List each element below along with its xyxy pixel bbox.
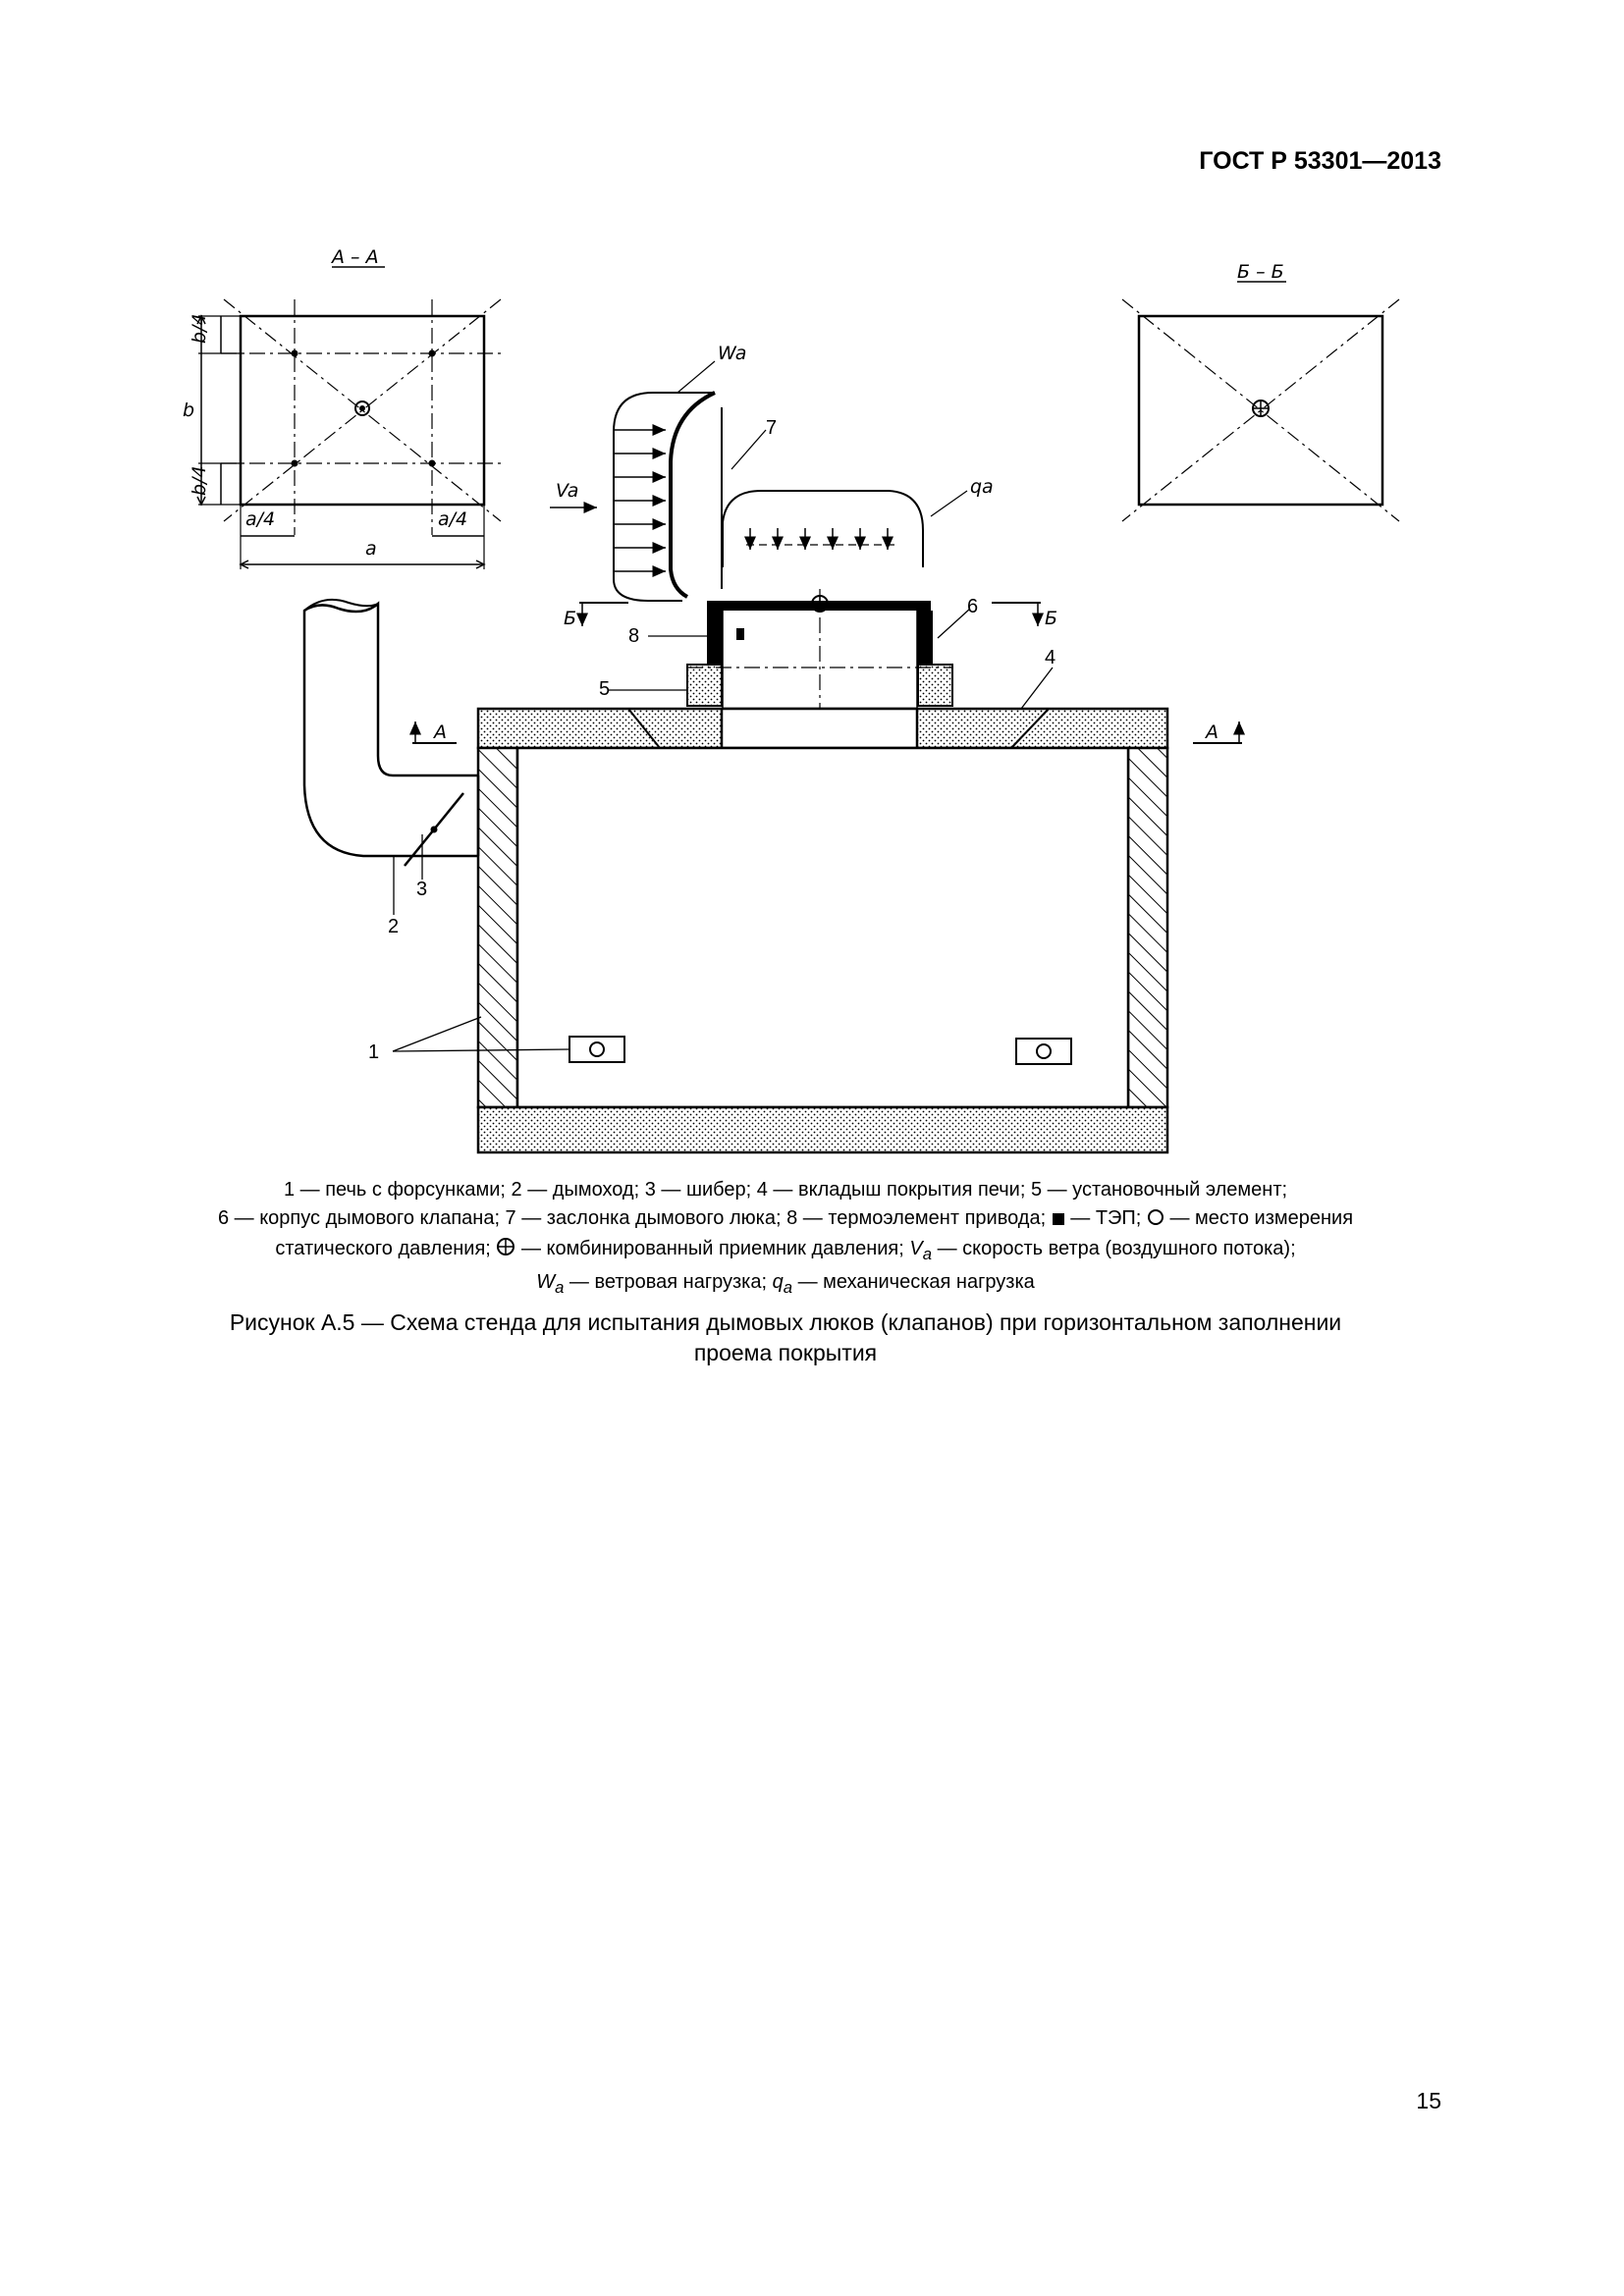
document-header: ГОСТ Р 53301—2013: [1199, 147, 1441, 175]
dim-b4-top-label: b/4: [189, 313, 210, 344]
section-b-plan: [1122, 261, 1399, 521]
figure-caption: [147, 1308, 1424, 1368]
circle-symbol-icon: [1147, 1206, 1164, 1235]
label-6: 6: [967, 596, 979, 617]
section-b-label: Б – Б: [1237, 261, 1284, 283]
chimney: [304, 600, 478, 866]
mech-load-label: qa: [970, 476, 994, 498]
section-a-plan: [183, 246, 506, 569]
label-4: 4: [1045, 647, 1056, 668]
legend-line-4: $W_a$ — ветровая нагрузка; $q_a$ — механическая нагрузка: [536, 1271, 1035, 1297]
dim-a4-left-label: a/4: [245, 508, 276, 530]
dim-a4-right-label: a/4: [438, 508, 468, 530]
dim-b-label: b: [183, 400, 195, 421]
cut-b-right-label: Б: [1045, 608, 1058, 629]
legend-line-2: 6 — корпус дымового клапана; 7 — заслонка дымового люка; 8 — термоэлемент привода; — ТЭП; — место измерения: [147, 1204, 1424, 1235]
figure-legend: [147, 1176, 1424, 1302]
label-2: 2: [388, 916, 400, 937]
legend-line-1: 1 — печь с форсунками; 2 — дымоход; 3 — шибер; 4 — вкладыш покрытия печи; 5 — установочный элемент;: [283, 1179, 1288, 1201]
page-number: 15: [1416, 2088, 1441, 2113]
cut-a-right-label: А: [1206, 721, 1218, 743]
label-8: 8: [628, 625, 640, 647]
label-7: 7: [766, 417, 778, 439]
label-3: 3: [416, 879, 428, 900]
cut-b-left-label: Б: [564, 608, 577, 629]
wind-load-label: Wa: [718, 343, 747, 364]
cut-a-left-label: А: [434, 721, 447, 743]
wind-speed-label: Va: [556, 480, 579, 502]
legend-line-3: статического давления; — комбинированный приемник давления; $V_a$ — скорость ветра (воздушного потока);: [275, 1238, 1296, 1263]
furnace: [412, 709, 1242, 1152]
caption-line-2: проема покрытия: [693, 1340, 878, 1365]
smoke-valve-assembly: [550, 343, 1057, 756]
dim-b4-bottom-label: b/4: [189, 465, 210, 496]
label-1: 1: [368, 1041, 380, 1063]
dim-a-label: a: [365, 538, 377, 560]
square-symbol-icon: [1052, 1206, 1065, 1235]
crossed-circle-symbol-icon: [496, 1237, 515, 1265]
caption-line-1: Рисунок А.5 — Схема стенда для испытания дымовых люков (клапанов) при горизонтальном заполнении: [229, 1309, 1342, 1335]
label-5: 5: [599, 678, 611, 700]
section-a-label: А – А: [332, 246, 379, 268]
